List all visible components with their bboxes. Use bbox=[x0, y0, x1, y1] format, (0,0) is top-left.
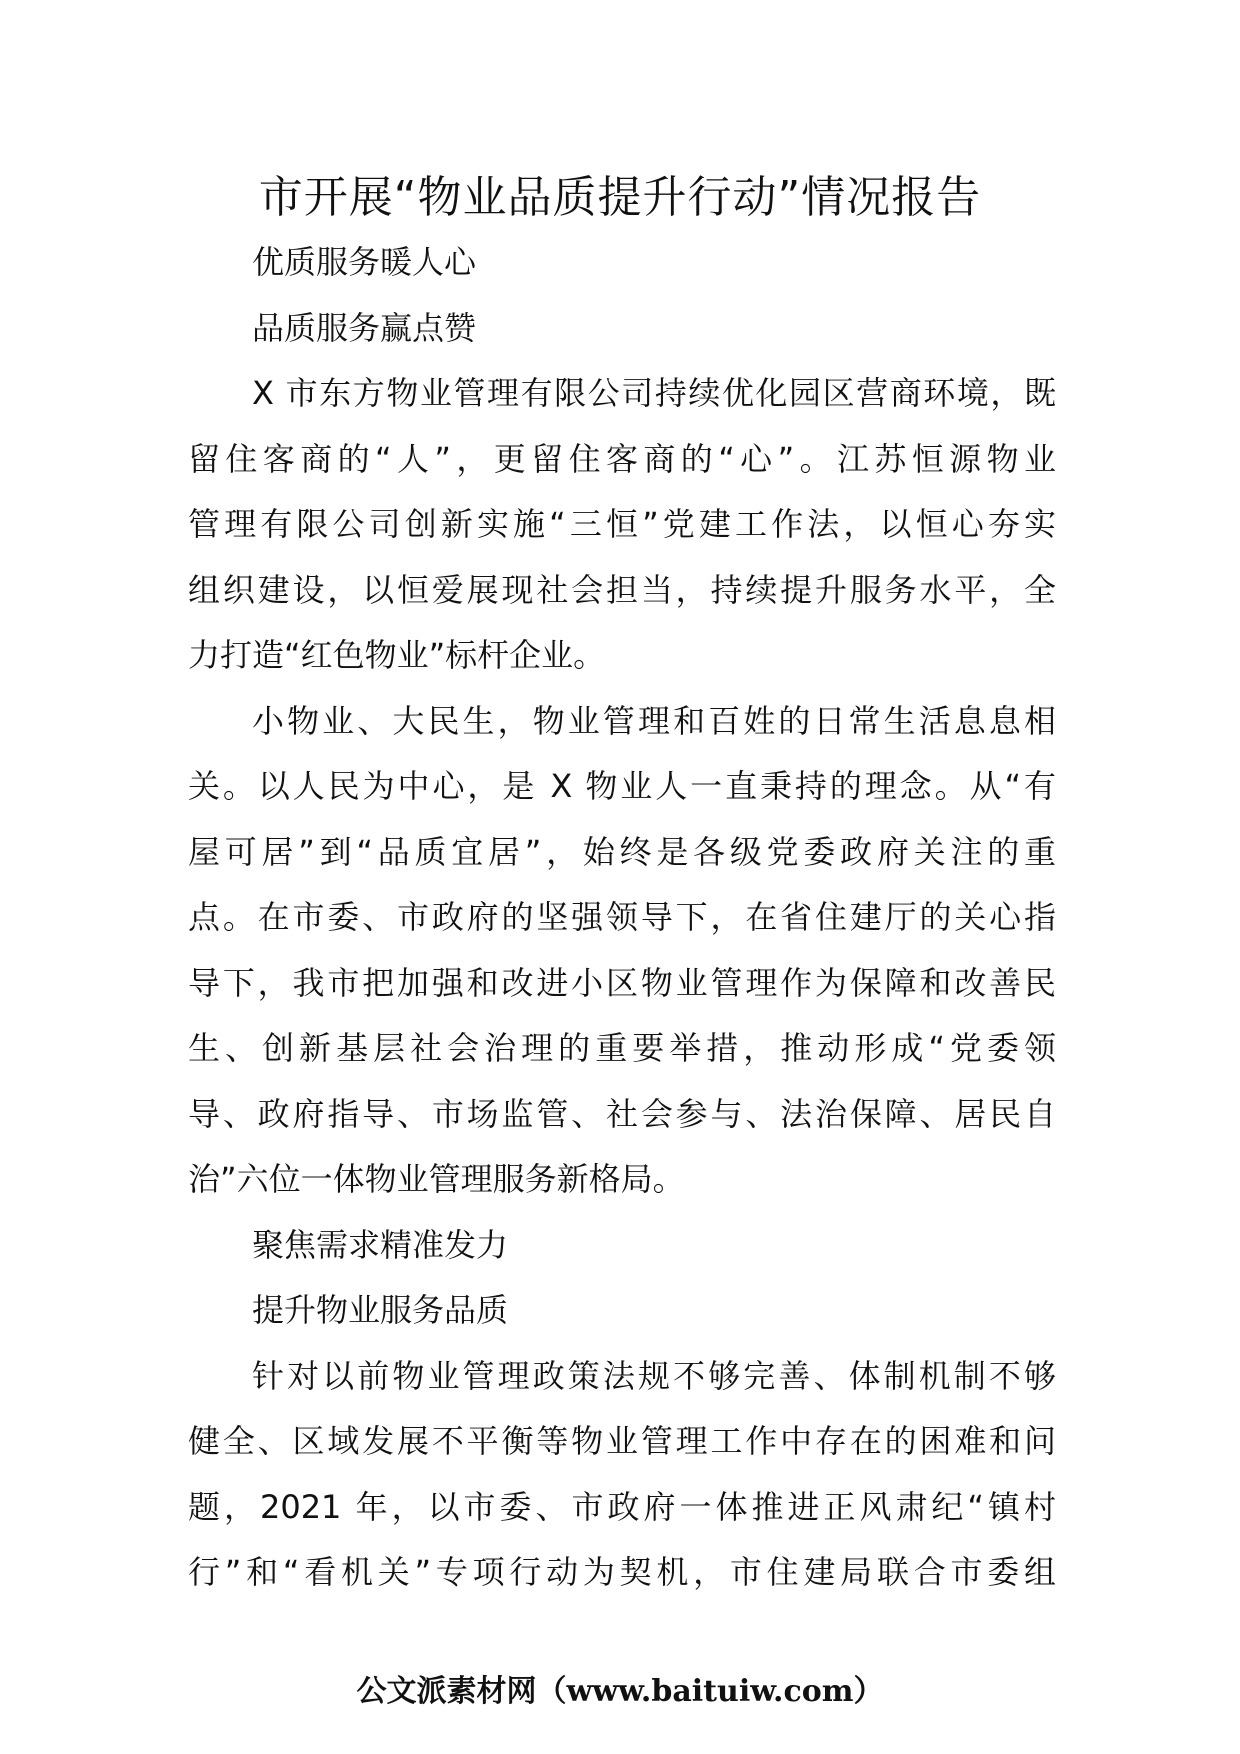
paragraph-line: 治”六位一体物业管理服务新格局。 bbox=[188, 1160, 685, 1198]
footer-watermark: 公文派素材网（www.baituiw.com） bbox=[356, 1674, 884, 1709]
paragraph-line: 行”和“看机关”专项行动为契机，市住建局联合市委组 bbox=[188, 1553, 1056, 1591]
subheading-line: 聚焦需求精准发力 bbox=[252, 1225, 509, 1264]
paragraph-line: 健全、区域发展不平衡等物业管理工作中存在的困难和问 bbox=[188, 1422, 1056, 1460]
paragraph-line: 导下，我市把加强和改进小区物业管理作为保障和改善民 bbox=[188, 963, 1056, 1002]
paragraph-line: 生、创新基层社会治理的重要举措，推动形成“党委领 bbox=[188, 1029, 1056, 1067]
paragraph-line: 小物业、大民生，物业管理和百姓的日常生活息息相 bbox=[252, 701, 1056, 740]
paragraph-line: 关。以人民为中心，是 X 物业人一直秉持的理念。从“有 bbox=[188, 767, 1056, 805]
paragraph-line: 针对以前物业管理政策法规不够完善、体制机制不够 bbox=[252, 1356, 1056, 1395]
paragraph-line: 导、政府指导、市场监管、社会参与、法治保障、居民自 bbox=[188, 1094, 1056, 1133]
document-body bbox=[188, 230, 1056, 1606]
paragraph-line: 屋可居”到“品质宜居”，始终是各级党委政府关注的重 bbox=[188, 832, 1056, 871]
paragraph-line: 管理有限公司创新实施“三恒”党建工作法，以恒心夯实 bbox=[188, 505, 1056, 543]
paragraph-line: 力打造“红色物业”标杆企业。 bbox=[188, 636, 606, 674]
paragraph-line: 点。在市委、市政府的坚强领导下，在省住建厅的关心指 bbox=[188, 898, 1056, 936]
paragraph-line: 组织建设，以恒爱展现社会担当，持续提升服务水平，全 bbox=[188, 570, 1056, 609]
paragraph-line: 留住客商的“人”，更留住客商的“心”。江苏恒源物业 bbox=[188, 439, 1056, 478]
subheading-line: 品质服务赢点赞 bbox=[252, 308, 477, 347]
paragraph-line: 题，2021 年，以市委、市政府一体推进正风肃纪“镇村 bbox=[188, 1487, 1056, 1526]
paragraph-line: X 市东方物业管理有限公司持续优化园区营商环境，既 bbox=[252, 374, 1056, 412]
subheading-line: 提升物业服务品质 bbox=[252, 1291, 509, 1329]
subheading-line: 优质服务暖人心 bbox=[252, 243, 477, 281]
document-title: 市开展“物业品质提升行动”情况报告 bbox=[258, 172, 982, 223]
